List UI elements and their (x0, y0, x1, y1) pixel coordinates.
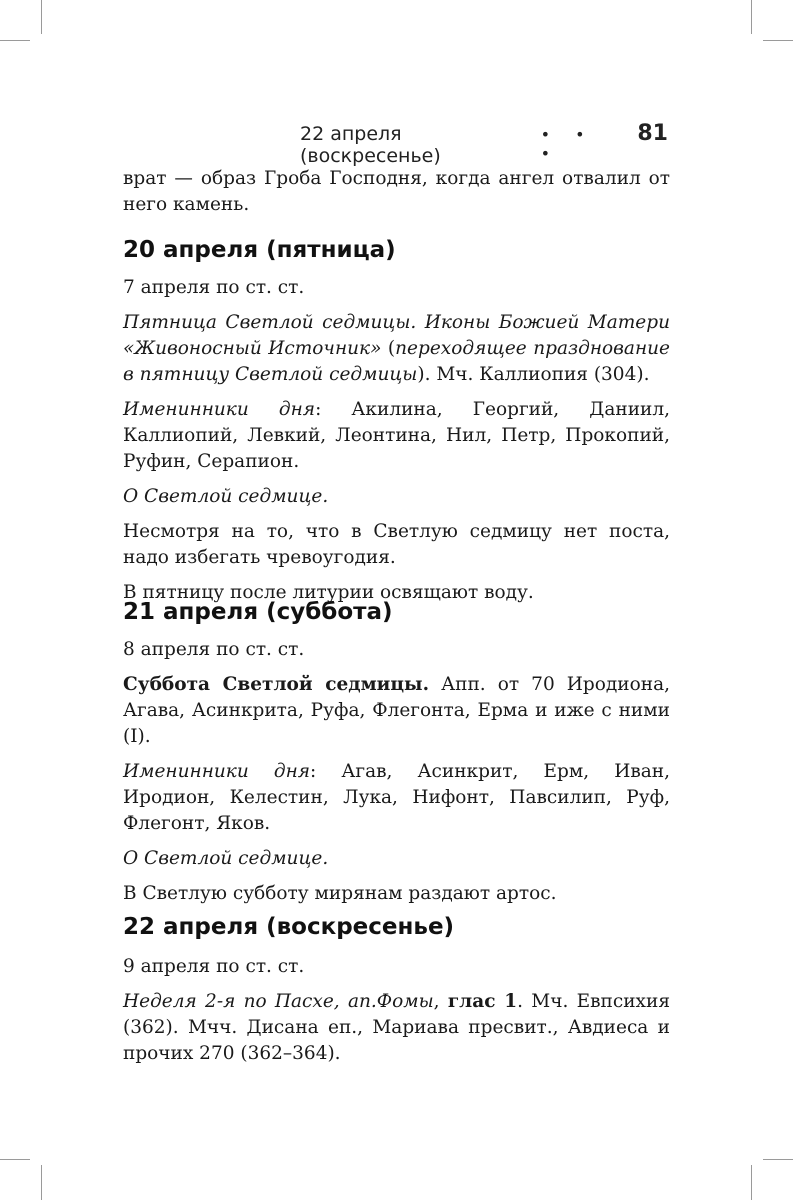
feast-paragraph (123, 672, 670, 750)
note-title: О Светлой седмице. (123, 486, 329, 507)
crop-mark (0, 1159, 30, 1160)
intro-block (123, 166, 670, 218)
crop-mark (0, 40, 30, 41)
name-days-paragraph (123, 397, 670, 475)
name-days-label: Именинники дня (123, 761, 311, 782)
running-head-dots: • • • (540, 125, 595, 163)
running-head (300, 121, 668, 167)
crop-mark (751, 1165, 752, 1200)
feast-paren: ( (381, 338, 396, 359)
name-days-list: : Агав, Асинкрит, Ерм, Иван, Иродион, Келестин, Лука, Нифонт, Павсилип, Руф, Флегонт, Яков. (123, 761, 671, 834)
intro-paragraph: врат — образ Гроба Господня, когда ангел отвалил от него камень. (123, 168, 670, 215)
section-body-sun (123, 954, 670, 1067)
feast-paragraph (123, 310, 670, 388)
section-body-fri (123, 275, 670, 606)
feast-title: Суббота Светлой седмицы. (123, 674, 430, 695)
section-heading-fri: 20 апреля (пятница) (123, 237, 396, 263)
feast-sep: , (433, 991, 448, 1012)
feast-title: Неделя 2-я по Пасхе, ап.Фомы (123, 991, 434, 1012)
feast-text: Апп. от 70 Иродиона, Агава, Асинкрита, Руфа, Флегонта, Ерма и иже с ними (I). (123, 674, 670, 747)
section-body-sat (123, 637, 670, 907)
section-heading-sun: 22 апреля (воскресенье) (123, 914, 455, 940)
old-style-date: 8 апреля по ст. ст. (123, 639, 305, 660)
name-days-label: Именинники дня (123, 399, 316, 420)
feast-note: переходящее празднование в пятницу Светлой седмицы (123, 338, 670, 385)
feast-paragraph (123, 989, 670, 1067)
note-paragraph: Несмотря на то, что в Светлую седмицу нет поста, надо избегать чревоугодия. (123, 521, 670, 568)
note-paragraph: В пятницу после литурии освящают воду. (123, 582, 534, 603)
feast-text: . Мч. Евпсихия (362). Мчч. Дисана еп., Мариава пресвит., Авдиеса и прочих 270 (362–364). (123, 991, 670, 1064)
name-days-list: : Акилина, Георгий, Даниил, Каллиопий, Левкий, Леонтина, Нил, Петр, Прокопий, Руфин, Серапион. (123, 399, 670, 472)
crop-mark (41, 0, 42, 34)
feast-text: ). Мч. Каллиопия (304). (417, 364, 650, 385)
old-style-date: 9 апреля по ст. ст. (123, 956, 305, 977)
page-number: 81 (637, 121, 668, 146)
crop-mark (763, 40, 793, 41)
name-days-paragraph (123, 759, 670, 837)
feast-title: Пятница Светлой седмицы. Иконы Божией Матери «Живоносный Источник» (123, 312, 670, 359)
crop-mark (763, 1159, 793, 1160)
section-heading-sat: 21 апреля (суббота) (123, 599, 393, 625)
feast-tone: глас 1 (447, 991, 518, 1012)
crop-mark (41, 1165, 42, 1200)
note-title: О Светлой седмице. (123, 848, 329, 869)
crop-mark (751, 0, 752, 34)
running-head-title: 22 апреля (воскресенье) (300, 123, 441, 167)
old-style-date: 7 апреля по ст. ст. (123, 277, 305, 298)
note-paragraph: В Светлую субботу мирянам раздают артос. (123, 883, 557, 904)
